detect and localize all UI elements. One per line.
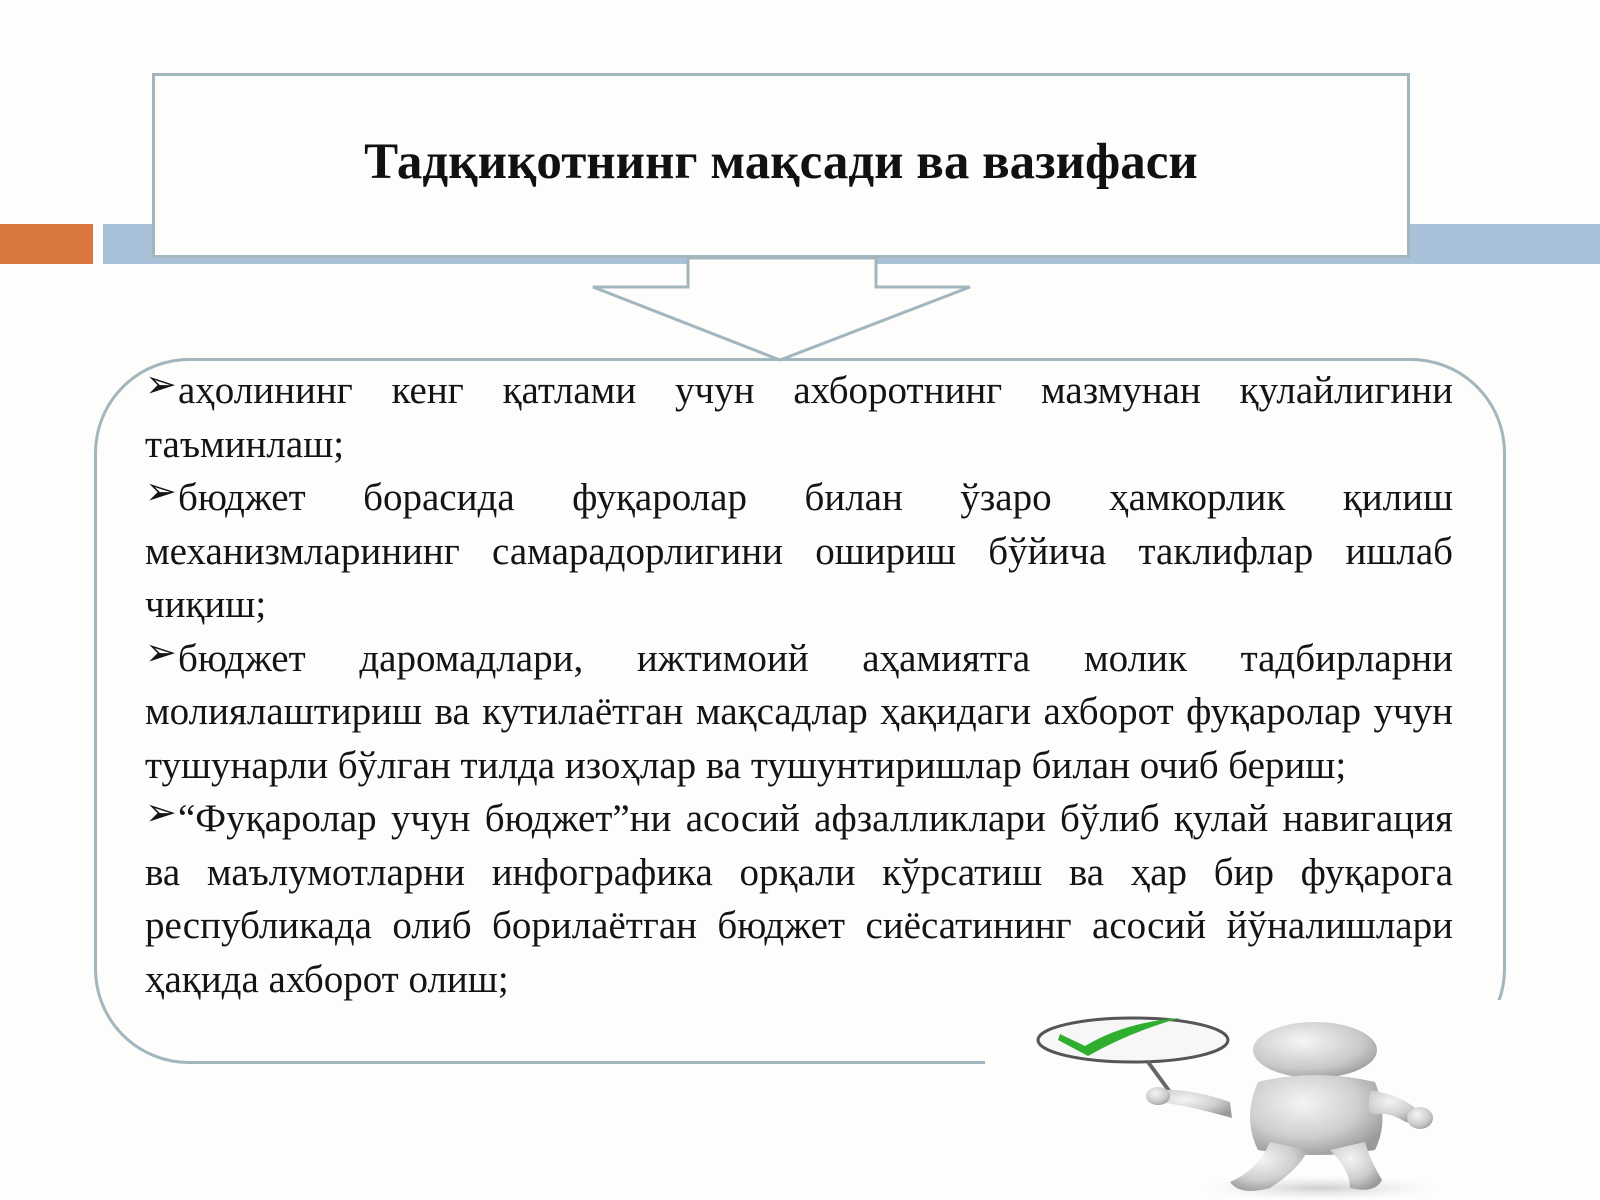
list-item: ➢бюджет даромадлари, ижтимоий аҳамиятга молик тадбирларни молиялаштириш ва кутилаётган мақсадлар ҳақидаги ахборот фуқаролар учун тушунарли бўлган тилда изоҳлар ва тушунтиришлар билан очиб бериш; xyxy=(145,631,1453,787)
bullet-list xyxy=(145,364,1453,1006)
slide-title: Тадқиқотнинг мақсади ва вазифаси xyxy=(364,133,1198,190)
figure-head xyxy=(1253,1022,1377,1078)
arrow-bullet-icon: ➢ xyxy=(145,792,177,834)
list-item: ➢бюджет борасида фуқаролар билан ўзаро ҳамкорлик қилиш механизмларининг самарадорлигини ошириш бўйича таклифлар ишлаб чиқиш; xyxy=(145,471,1453,626)
list-item: ➢аҳолининг кенг қатлами учун ахборотнинг мазмунан қулайлигини таъминлаш; xyxy=(145,364,1453,466)
title-box xyxy=(152,73,1410,258)
list-item: ➢“Фуқаролар учун бюджет”ни асосий афзалликлари бўлиб қулай навигация ва маълумотларни инфографика орқали кўрсатиш ва ҳар бир фуқарога республикада олиб борилаётган бюджет сиёсатининг асосий йўналишлари ҳақида ахборот олиш; xyxy=(145,792,1453,1001)
arrow-bullet-icon: ➢ xyxy=(145,364,177,406)
figure-holding-checkmark-sign-icon xyxy=(1030,1010,1470,1200)
arrow-bullet-icon: ➢ xyxy=(145,471,177,513)
arrow-bullet-icon: ➢ xyxy=(145,631,177,674)
